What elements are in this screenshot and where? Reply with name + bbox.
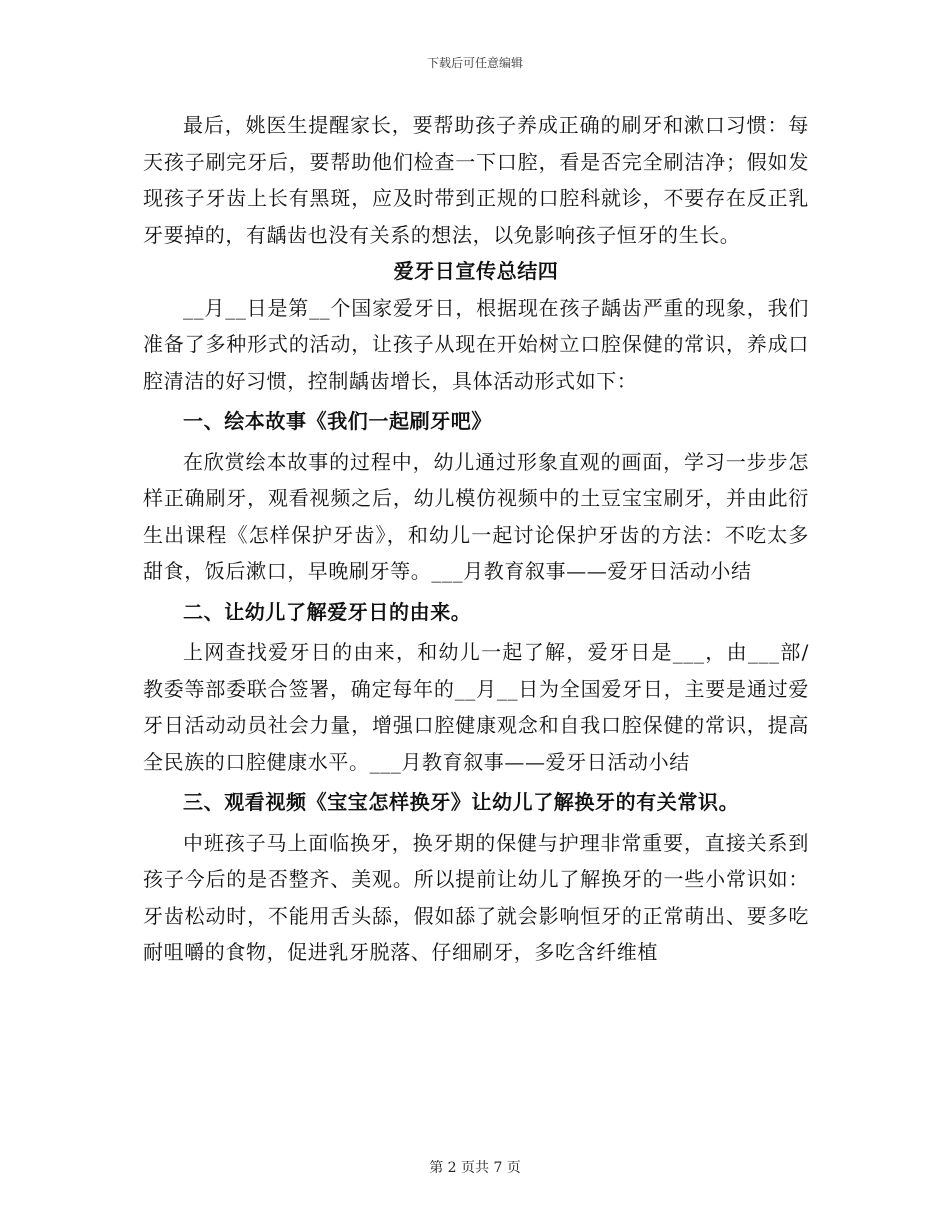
heading-picture-book: 一、绘本故事《我们一起刷牙吧》 <box>183 409 492 433</box>
paragraph-closing-advice: 最后，姚医生提醒家长，要帮助孩子养成正确的刷牙和漱口习惯：每天孩子刷完牙后，要帮助他们检查一下口腔，看是否完全刷洁净；假如发现孩子牙齿上长有黑斑，应及时带到正规的口腔科就诊，不要存在反正乳牙要掉的，有龋齿也没有关系的想法，以免影响孩子恒牙的生长。 <box>143 113 809 247</box>
heading-origin: 二、让幼儿了解爱牙日的由来。 <box>183 599 472 624</box>
paragraph-video: 中班孩子马上面临换牙，换牙期的保健与护理非常重要，直接关系到孩子今后的是否整齐、美观。所以提前让幼儿了解换牙的一些小常识如：牙齿松动时，不能用舌头舔，假如舔了就会影响恒牙的正常萌出、要多吃耐咀嚼的食物，促进乳牙脱落、仔细刷牙，多吃含纤维植 <box>143 830 809 964</box>
paragraph-intro: __月__日是第__个国家爱牙日，根据现在孩子龋齿严重的现象，我们准备了多种形式的活动，让孩子从现在开始树立口腔保健的常识，养成口腔清洁的好习惯，控制龋齿增长，具体活动形式如下： <box>143 295 809 393</box>
paragraph-origin: 上网查找爱牙日的由来，和幼儿一起了解，爱牙日是___，由___部/教委等部委联合签署，确定每年的__月__日为全国爱牙日，主要是通过爱牙日活动动员社会力量，增强口腔健康观念和自我口腔保健的常识，提高全民族的口腔健康水平。___月教育叙事——爱牙日活动小结 <box>143 640 809 774</box>
section-title: 爱牙日宣传总结四 <box>393 259 559 283</box>
page-header: 下载后可任意编辑 <box>426 56 523 70</box>
document-body <box>143 107 809 971</box>
page-footer: 第 2 页共 7 页 <box>429 1160 521 1176</box>
heading-video: 三、观看视频《宝宝怎样换牙》让幼儿了解换牙的有关常识。 <box>183 790 740 814</box>
paragraph-picture-book: 在欣赏绘本故事的过程中，幼儿通过形象直观的画面，学习一步步怎样正确刷牙，观看视频之后，幼儿模仿视频中的土豆宝宝刷牙，并由此衍生出课程《怎样保护牙齿》，和幼儿一起讨论保护牙齿的方法：不吃太多甜食，饭后漱口，早晚刷牙等。___月教育叙事——爱牙日活动小结 <box>143 449 809 583</box>
